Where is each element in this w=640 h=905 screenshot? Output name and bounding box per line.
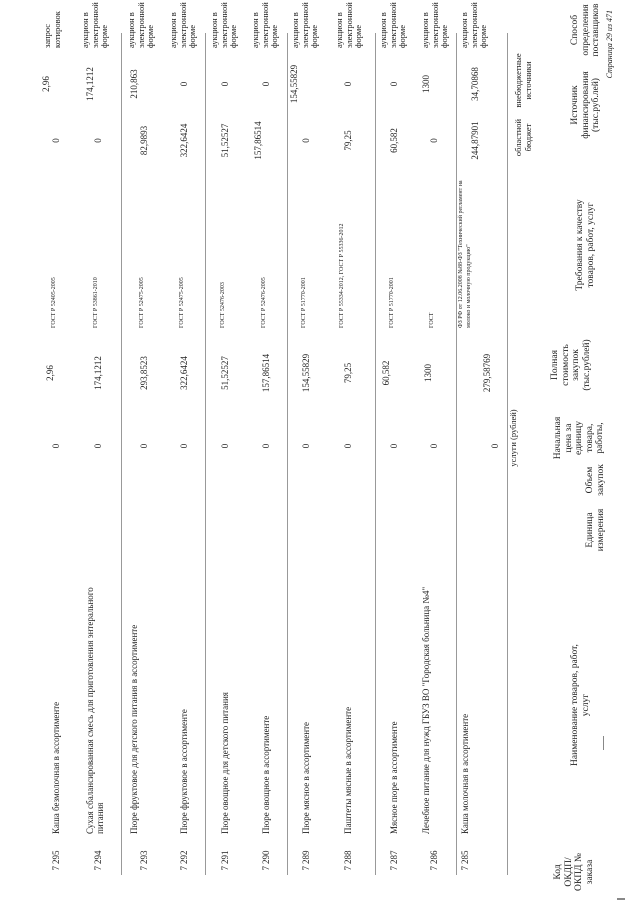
row-code: 7 [343,866,353,871]
row-extra: 0 [261,81,271,87]
row-method: запрос котировок [42,11,62,48]
header-funding: Источник финансирования (тыс.руб.лей) [570,71,601,139]
row-number: 287 [389,850,399,864]
row-name: Лечебное питание для нужд ГБУЗ ВО "Городская больница №4" [421,586,431,834]
row-total: 60,582 [381,360,391,386]
table-row [208,2,250,900]
row-regional: 0 [301,138,311,143]
row-requirements: ГОСТ 52476-2003 [220,282,226,328]
row-method: аукцион в электронной форме [290,2,319,48]
header-funding-regional: областной бюджет [513,118,533,157]
row-number: 291 [220,850,230,864]
row-name: Каша безмолочная в ассортименте [51,701,61,834]
row-name: Пюре овощное для детского питания [220,692,230,834]
row-total: 157,86514 [261,353,271,393]
row-method: аукцион в электронной форме [378,2,407,48]
row-requirements: ГОСТ Р 52476-2005 [261,277,267,328]
header-unit: Единица измерения [585,508,606,552]
table-row [249,2,291,900]
row-initial-price: 0 [139,443,149,449]
row-code: 7 [389,866,399,871]
row-initial-price: 0 [490,443,500,449]
row-code: 7 [429,866,439,871]
row-number: 288 [343,850,353,864]
row-regional: 0 [93,138,103,143]
row-name: Пюре фруктовое в ассортименте [179,709,189,834]
row-initial-price: 0 [51,443,61,449]
row-initial-price: 0 [93,443,103,449]
row-total: 2,96 [45,365,55,381]
table-row [377,2,419,900]
header-requirements: Требования к качеству товаров, работ, услуг [575,199,596,291]
row-method: аукцион в электронной форме [209,2,238,48]
row-code: 7 [51,866,61,871]
row-name: Мясное пюре в ассортименте [389,721,399,834]
row-total: 154,55829 [301,353,311,393]
table-row [125,2,167,900]
row-initial-price: 0 [429,443,439,449]
row-number: 294 [93,850,103,864]
row-method: аукцион в электронной форме [168,2,197,48]
row-regional: 79,25 [343,130,353,151]
header-funding-extra: внебюджетные источники [513,53,533,108]
row-extra: 34,70868 [470,67,480,101]
row-name: Пюре мясное в ассортименте [301,721,311,834]
table-row [37,5,79,900]
row-code: 7 [301,866,311,871]
table-row [458,2,502,900]
row-method: аукцион в электронной форме [459,2,488,48]
table-row [331,2,373,900]
row-requirements: ФЗ РФ от 12.06.2008 №88-ФЗ "Технический регламент на молоко и молочную продукцию" [458,180,472,328]
header-name: Наименование товаров, работ, услуг [570,644,591,766]
row-code: 7 [220,866,230,871]
row-regional: 0 [429,138,439,143]
row-extra: 154,55829 [289,64,299,104]
row-requirements: ГОСТ Р 52475-2005 [179,277,185,328]
header-initial-price-sub: услуги (рублей) [508,409,518,467]
header-divider [507,33,508,875]
row-initial-price: 0 [179,443,189,449]
row-requirements: ГОСТ Р 53861-2010 [93,277,99,328]
table-row [167,2,209,900]
row-extra: 0 [220,81,230,87]
row-extra: 2,96 [41,76,51,92]
row-number: 295 [51,850,61,864]
row-divider [121,33,122,875]
row-code: 7 [261,866,271,871]
row-method: аукцион в электронной форме [420,2,449,48]
row-regional: 60,582 [389,128,399,153]
row-code: 7 [93,866,103,871]
row-divider [375,33,376,875]
row-code: 7 [179,866,189,871]
header-code: Код ОКДП/ ОКПД № заказа [553,853,595,891]
row-number: 293 [139,850,149,864]
row-name: Пюре фруктовое для детского питания в ассортименте [129,624,139,834]
row-regional: 0 [51,138,61,143]
row-requirements: ГОСТ Р 55334-2012, ГОСТ Р 55336-2012 [339,223,345,328]
row-number: 292 [179,850,189,864]
row-method: аукцион в электронной форме [80,2,109,48]
row-code: 7 [139,866,149,871]
row-requirements: ГОСТ Р 52475-2005 [139,277,145,328]
header-total-cost: Полная стоимость закупок (тыс.рублей) [550,339,592,391]
row-total: 51,52527 [220,356,230,390]
row-number: 289 [301,850,311,864]
table-row [417,2,459,900]
header-method: Способ определения поставщиков [570,3,601,57]
row-extra: 210,863 [129,69,139,99]
page-number: Страница 29 из 471 [605,10,614,79]
row-initial-price: 0 [220,443,230,449]
header-volume: Объем закупок [585,464,606,496]
row-number: 286 [429,850,439,864]
row-total: 322,6424 [179,356,189,390]
row-total: 293,8523 [139,356,149,390]
row-total: 279,58769 [482,353,492,393]
row-name: Сухая сбалансированная смесь для приготовления энтерального питания [85,587,105,834]
row-number: 290 [261,850,271,864]
row-method: аукцион в электронной форме [250,2,279,48]
row-regional: 244,87901 [470,121,480,160]
row-total: 1300 [423,364,433,382]
header-initial-price: Начальная цена за единицу товара, работы, [553,416,605,460]
row-extra: 0 [389,81,399,87]
row-requirements: ГОСТ Р 51770-2001 [389,277,395,328]
row-regional: 51,52527 [220,123,230,158]
row-extra: 1300 [421,75,431,93]
row-requirements: ГОСТ Р 51770-2001 [301,277,307,328]
row-regional: 82,9893 [139,125,149,156]
row-extra: 0 [343,81,353,87]
row-regional: 322,6424 [179,123,189,158]
row-initial-price: 0 [389,443,399,449]
row-code: 7 [460,866,470,871]
row-method: аукцион в электронной форме [126,2,155,48]
row-requirements: ГОСТ [429,312,435,328]
row-extra: 0 [179,81,189,87]
row-initial-price: 0 [301,443,311,449]
row-name: Паштеты мясные в ассортименте [343,706,353,834]
row-number: 285 [460,850,470,864]
row-name: Пюре овощное в ассортименте [261,715,271,834]
row-initial-price: 0 [261,443,271,449]
row-extra: 174,1212 [85,67,95,101]
row-regional: 157,86514 [253,121,263,160]
scan-mark [603,736,604,750]
row-total: 174,1212 [93,356,103,390]
table-row [79,2,121,900]
row-method: аукцион в электронной форме [334,2,363,48]
row-initial-price: 0 [343,443,353,449]
row-name: Каша молочная в ассортименте [460,713,470,834]
row-requirements: ГОСТ Р 52405-2005 [51,277,57,328]
rotated-page [5,2,635,900]
row-total: 79,25 [343,362,353,384]
scan-mark [617,898,625,900]
table-row [289,2,331,900]
